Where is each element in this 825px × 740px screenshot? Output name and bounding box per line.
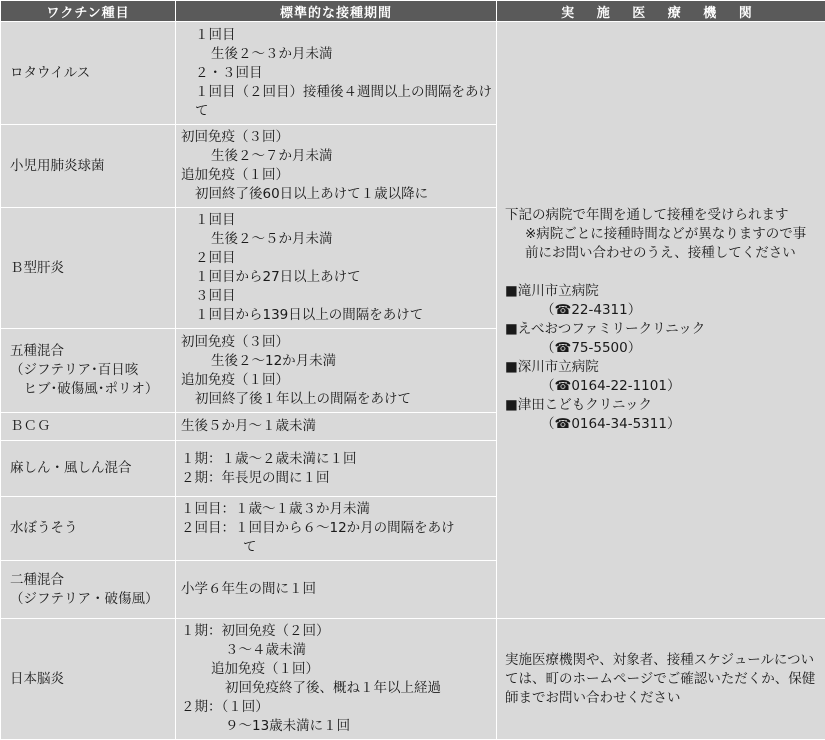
- vaccine-name-line: ロタウイルス: [10, 64, 175, 83]
- period-line: 小学６年生の間に１回: [181, 580, 492, 599]
- table-row: [1, 619, 825, 740]
- period-line: て: [181, 538, 492, 557]
- hospital-tel: （☎22-4311）: [505, 301, 819, 320]
- period-line: ２期：（１回）: [181, 698, 492, 717]
- hospital-name: ■津田こどもクリニック: [505, 396, 819, 415]
- vaccine-period: [176, 441, 497, 497]
- period-line: １回目から27日以上あけて: [181, 268, 492, 287]
- vaccine-name-line: ＢＣＧ: [10, 417, 175, 436]
- period-line: 生後２～５か月未満: [181, 230, 492, 249]
- vaccine-name-line: 麻しん・風しん混合: [10, 459, 175, 478]
- header-period: 標準的な接種期間: [176, 1, 497, 22]
- facility-contact-note: 実施医療機関や、対象者、接種スケジュールについては、町のホームページでご確認いただくか、保健師までお問い合わせください: [497, 619, 825, 740]
- hospital-name: ■滝川市立病院: [505, 282, 819, 301]
- header-row: [1, 1, 825, 22]
- hospital-list: [505, 282, 819, 434]
- vaccine-name: [1, 619, 176, 740]
- vaccine-name-line: 水ぼうそう: [10, 519, 175, 538]
- period-line: 追加免疫（１回）: [181, 166, 492, 185]
- hospital-tel: （☎75-5500）: [505, 339, 819, 358]
- header-facility: 実 施 医 療 機 関: [497, 1, 825, 22]
- vaccine-name: [1, 22, 176, 125]
- period-line: 初回終了後60日以上あけて１歳以降に: [181, 185, 492, 204]
- period-line: 初回終了後１年以上の間隔をあけて: [181, 390, 492, 409]
- hospital-tel: （☎0164-34-5311）: [505, 415, 819, 434]
- vaccine-name: [1, 441, 176, 497]
- table-row: [1, 22, 825, 125]
- vaccine-period: [176, 497, 497, 561]
- header-vaccine: ワクチン種目: [1, 1, 176, 22]
- vaccine-period: [176, 619, 497, 740]
- vaccine-name-line: 五種混合: [10, 342, 175, 361]
- vaccine-period: [176, 208, 497, 329]
- period-line: 追加免疫（１回）: [181, 660, 492, 679]
- vaccine-name-line: （ジフテリア･百日咳: [10, 361, 175, 380]
- vaccine-name: [1, 329, 176, 413]
- period-line: １回目：１歳～１歳３か月未満: [181, 500, 492, 519]
- period-line: 初回免疫終了後、概ね１年以上経過: [181, 679, 492, 698]
- vaccine-name: [1, 125, 176, 208]
- hospital-tel: （☎0164-22-1101）: [505, 377, 819, 396]
- hospital-name: ■えべおつファミリークリニック: [505, 320, 819, 339]
- period-line: ２・３回目: [181, 64, 492, 83]
- vaccine-name: [1, 413, 176, 441]
- period-line: ２回目：１回目から６～12か月の間隔をあけ: [181, 519, 492, 538]
- period-line: １回目: [181, 211, 492, 230]
- period-line: 生後５か月～１歳未満: [181, 417, 492, 436]
- vaccine-period: [176, 561, 497, 619]
- period-line: １回目（２回目）接種後４週間以上の間隔をあけて: [181, 83, 492, 121]
- period-line: ２期：年長児の間に１回: [181, 469, 492, 488]
- vaccine-name-line: 小児用肺炎球菌: [10, 157, 175, 176]
- facility-note: ※病院ごとに接種時間などが異なりますので事前にお問い合わせのうえ、接種してください: [505, 225, 819, 263]
- vaccine-period: [176, 125, 497, 208]
- vaccine-name-line: Ｂ型肝炎: [10, 259, 175, 278]
- vaccine-name-line: 日本脳炎: [10, 670, 175, 689]
- period-line: ９～13歳未満に１回: [181, 717, 492, 736]
- vaccine-name-line: 二種混合: [10, 571, 175, 590]
- period-line: 生後２～７か月未満: [181, 147, 492, 166]
- vaccine-period: [176, 22, 497, 125]
- vaccine-name-line: （ジフテリア・破傷風）: [10, 590, 175, 609]
- vaccine-name: [1, 497, 176, 561]
- period-line: １回目: [181, 26, 492, 45]
- facility-info: [497, 22, 825, 619]
- vaccine-period: [176, 413, 497, 441]
- facility-intro: 下記の病院で年間を通して接種を受けられます: [505, 206, 819, 225]
- period-line: １期：初回免疫（２回）: [181, 622, 492, 641]
- vaccine-name-line: ヒブ･破傷風･ポリオ）: [10, 380, 175, 399]
- vaccine-name: [1, 561, 176, 619]
- period-line: 生後２～12か月未満: [181, 352, 492, 371]
- period-line: ３回目: [181, 287, 492, 306]
- period-line: １回目から139日以上の間隔をあけて: [181, 306, 492, 325]
- period-line: ２回目: [181, 249, 492, 268]
- hospital-name: ■深川市立病院: [505, 358, 819, 377]
- period-line: ３～４歳未満: [181, 641, 492, 660]
- period-line: １期：１歳～２歳未満に１回: [181, 450, 492, 469]
- period-line: 初回免疫（３回）: [181, 333, 492, 352]
- vaccine-name: [1, 208, 176, 329]
- period-line: 追加免疫（１回）: [181, 371, 492, 390]
- period-line: 生後２～３か月未満: [181, 45, 492, 64]
- period-line: 初回免疫（３回）: [181, 128, 492, 147]
- vaccine-period: [176, 329, 497, 413]
